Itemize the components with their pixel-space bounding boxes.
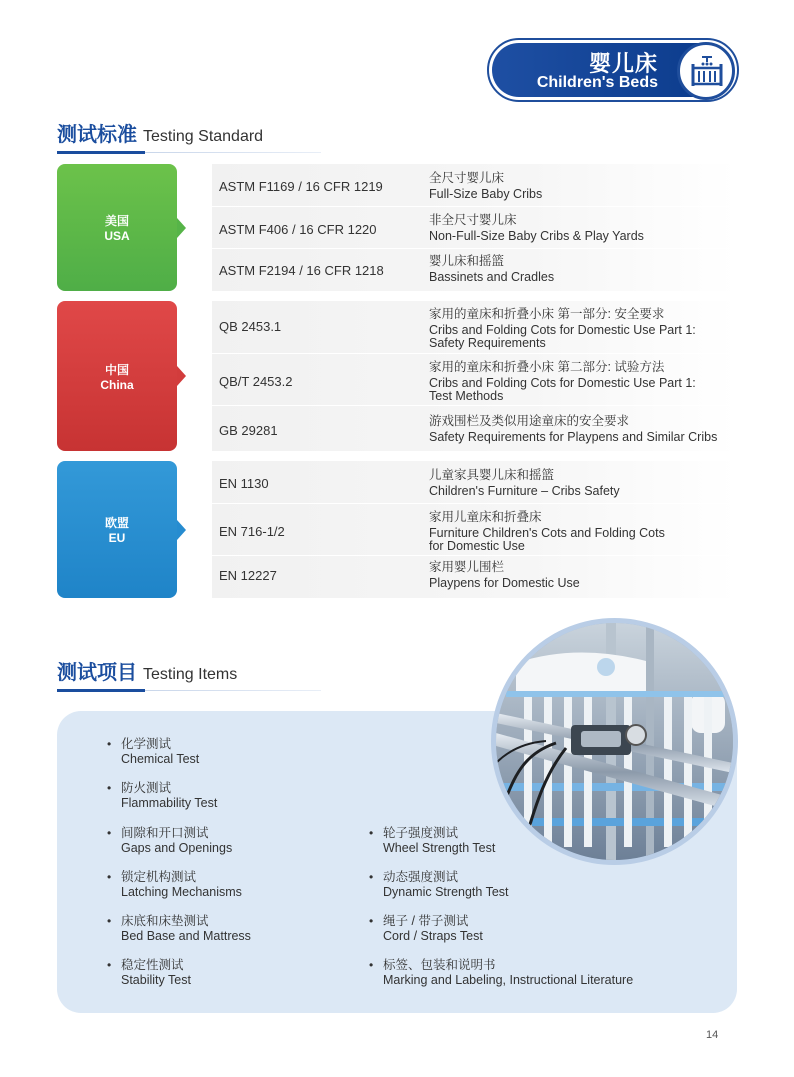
standards-rows — [212, 301, 737, 451]
description-en: Furniture Children's Cots and Folding Cots — [429, 526, 665, 540]
section-title-en: Testing Items — [143, 666, 238, 683]
region-name-zh: 欧盟 — [104, 516, 129, 530]
bullet-icon: • — [107, 781, 112, 795]
description-zh: 全尺寸婴儿床 — [429, 171, 505, 185]
description-zh: 家用儿童床和折叠床 — [429, 510, 542, 524]
bullet-icon: • — [107, 737, 112, 751]
table-row — [212, 164, 737, 206]
item-zh: 标签、包装和说明书 — [383, 958, 496, 972]
description-zh: 非全尺寸婴儿床 — [429, 213, 517, 227]
bullet-icon: • — [107, 914, 112, 928]
region-name-zh: 美国 — [104, 214, 129, 228]
description-en: Full-Size Baby Cribs — [429, 187, 543, 201]
section-title-en: Testing Standard — [143, 128, 264, 145]
description-en: Cribs and Folding Cots for Domestic Use Part 1: — [429, 376, 696, 390]
standard-code: GB 29281 — [219, 423, 278, 438]
standard-code: ASTM F1169 / 16 CFR 1219 — [219, 179, 383, 194]
standard-code: ASTM F406 / 16 CFR 1220 — [219, 222, 377, 237]
list-item — [107, 737, 200, 767]
description-en: Non-Full-Size Baby Cribs & Play Yards — [429, 229, 644, 243]
description-en: Playpens for Domestic Use — [429, 576, 580, 590]
list-item — [107, 870, 242, 900]
section-heading-items — [57, 656, 237, 688]
section-title-zh: 测试项目 — [57, 662, 137, 684]
table-row — [212, 353, 737, 405]
item-zh: 锁定机构测试 — [121, 870, 197, 884]
description-en-line2: Test Methods — [429, 389, 504, 403]
table-row — [212, 503, 737, 555]
standards-group-eu — [57, 461, 737, 598]
section-title-zh: 测试标准 — [57, 124, 137, 146]
description-zh: 家用婴儿围栏 — [429, 560, 505, 574]
list-item — [369, 826, 496, 856]
region-arrow — [177, 520, 186, 540]
description-zh: 家用的童床和折叠小床 第一部分: 安全要求 — [429, 307, 665, 321]
list-item — [107, 914, 251, 944]
description-zh: 儿童家具婴儿床和摇篮 — [429, 468, 555, 482]
item-zh: 床底和床垫测试 — [121, 914, 209, 928]
region-name-zh: 中国 — [104, 362, 129, 377]
page-title-zh: 婴儿床 — [588, 51, 658, 76]
standard-description — [429, 214, 644, 243]
region-label-china — [57, 301, 177, 451]
description-zh: 家用的童床和折叠小床 第二部分: 试验方法 — [429, 360, 665, 374]
standards-group-usa — [57, 164, 737, 291]
standard-description — [429, 255, 554, 284]
item-en: Wheel Strength Test — [383, 841, 496, 855]
bullet-icon: • — [107, 826, 112, 840]
standard-code: EN 1130 — [219, 476, 269, 491]
region-name-en: EU — [108, 531, 126, 545]
item-zh: 稳定性测试 — [121, 958, 184, 972]
item-en: Dynamic Strength Test — [383, 885, 509, 899]
item-en: Cord / Straps Test — [383, 929, 483, 943]
standard-code: EN 12227 — [219, 568, 277, 583]
item-en: Marking and Labeling, Instructional Literature — [383, 973, 634, 987]
standard-description — [429, 415, 717, 444]
table-row — [212, 301, 737, 353]
list-item — [107, 958, 191, 988]
standard-code: QB/T 2453.2 — [219, 374, 293, 389]
standard-description — [429, 308, 696, 350]
standard-description — [429, 361, 696, 403]
standard-description — [429, 172, 542, 201]
crib-test-photo — [491, 618, 738, 865]
description-zh: 婴儿床和摇篮 — [429, 254, 505, 268]
region-arrow — [177, 218, 186, 238]
item-zh: 动态强度测试 — [383, 870, 459, 884]
list-item — [369, 870, 509, 900]
standards-rows — [212, 461, 737, 598]
standards-group-china — [57, 301, 737, 451]
region-label-eu — [57, 461, 177, 598]
bullet-icon: • — [369, 914, 374, 928]
item-zh: 防火测试 — [121, 781, 172, 795]
section-divider-accent — [57, 151, 145, 154]
table-row — [212, 555, 737, 598]
item-zh: 绳子 / 带子测试 — [383, 914, 469, 928]
bullet-icon: • — [369, 826, 374, 840]
crib-icon — [677, 42, 735, 100]
description-en: Safety Requirements for Playpens and Similar Cribs — [429, 430, 718, 444]
list-item — [369, 914, 483, 944]
standard-code: QB 2453.1 — [219, 319, 282, 334]
bullet-icon: • — [107, 870, 112, 884]
standard-code: ASTM F2194 / 16 CFR 1218 — [219, 263, 384, 278]
standards-rows — [212, 164, 737, 291]
table-row — [212, 405, 737, 451]
table-row — [212, 206, 737, 248]
section-divider-accent — [57, 689, 145, 692]
standard-code: EN 716-1/2 — [219, 524, 285, 539]
item-en: Bed Base and Mattress — [121, 929, 251, 943]
section-heading-standards — [57, 118, 263, 150]
bullet-icon: • — [369, 958, 374, 972]
region-arrow — [177, 366, 186, 386]
list-item — [107, 781, 218, 811]
item-zh: 间隙和开口测试 — [121, 826, 209, 840]
table-row — [212, 248, 737, 291]
standard-description — [429, 511, 665, 553]
table-row — [212, 461, 737, 503]
region-label-usa — [57, 164, 177, 291]
item-en: Chemical Test — [121, 752, 200, 766]
description-en: Children's Furniture – Cribs Safety — [429, 484, 620, 498]
item-en: Stability Test — [121, 973, 191, 987]
item-en: Gaps and Openings — [121, 841, 233, 855]
page-title-en: Children's Beds — [536, 74, 658, 91]
list-item — [107, 826, 233, 856]
region-name-en: China — [100, 377, 134, 392]
item-zh: 化学测试 — [121, 737, 172, 751]
description-zh: 游戏围栏及类似用途童床的安全要求 — [429, 414, 630, 428]
item-en: Flammability Test — [121, 796, 218, 810]
bullet-icon: • — [369, 870, 374, 884]
bullet-icon: • — [107, 958, 112, 972]
description-en-line2: for Domestic Use — [429, 539, 525, 553]
item-en: Latching Mechanisms — [121, 885, 242, 899]
item-zh: 轮子强度测试 — [383, 826, 459, 840]
description-en-line2: Safety Requirements — [429, 336, 546, 350]
page-number: 14 — [706, 1029, 719, 1041]
list-item — [369, 958, 634, 988]
standard-description — [429, 469, 620, 498]
region-name-en: USA — [104, 229, 130, 243]
standard-description — [429, 561, 580, 590]
description-en: Cribs and Folding Cots for Domestic Use Part 1: — [429, 323, 696, 337]
description-en: Bassinets and Cradles — [429, 270, 555, 284]
